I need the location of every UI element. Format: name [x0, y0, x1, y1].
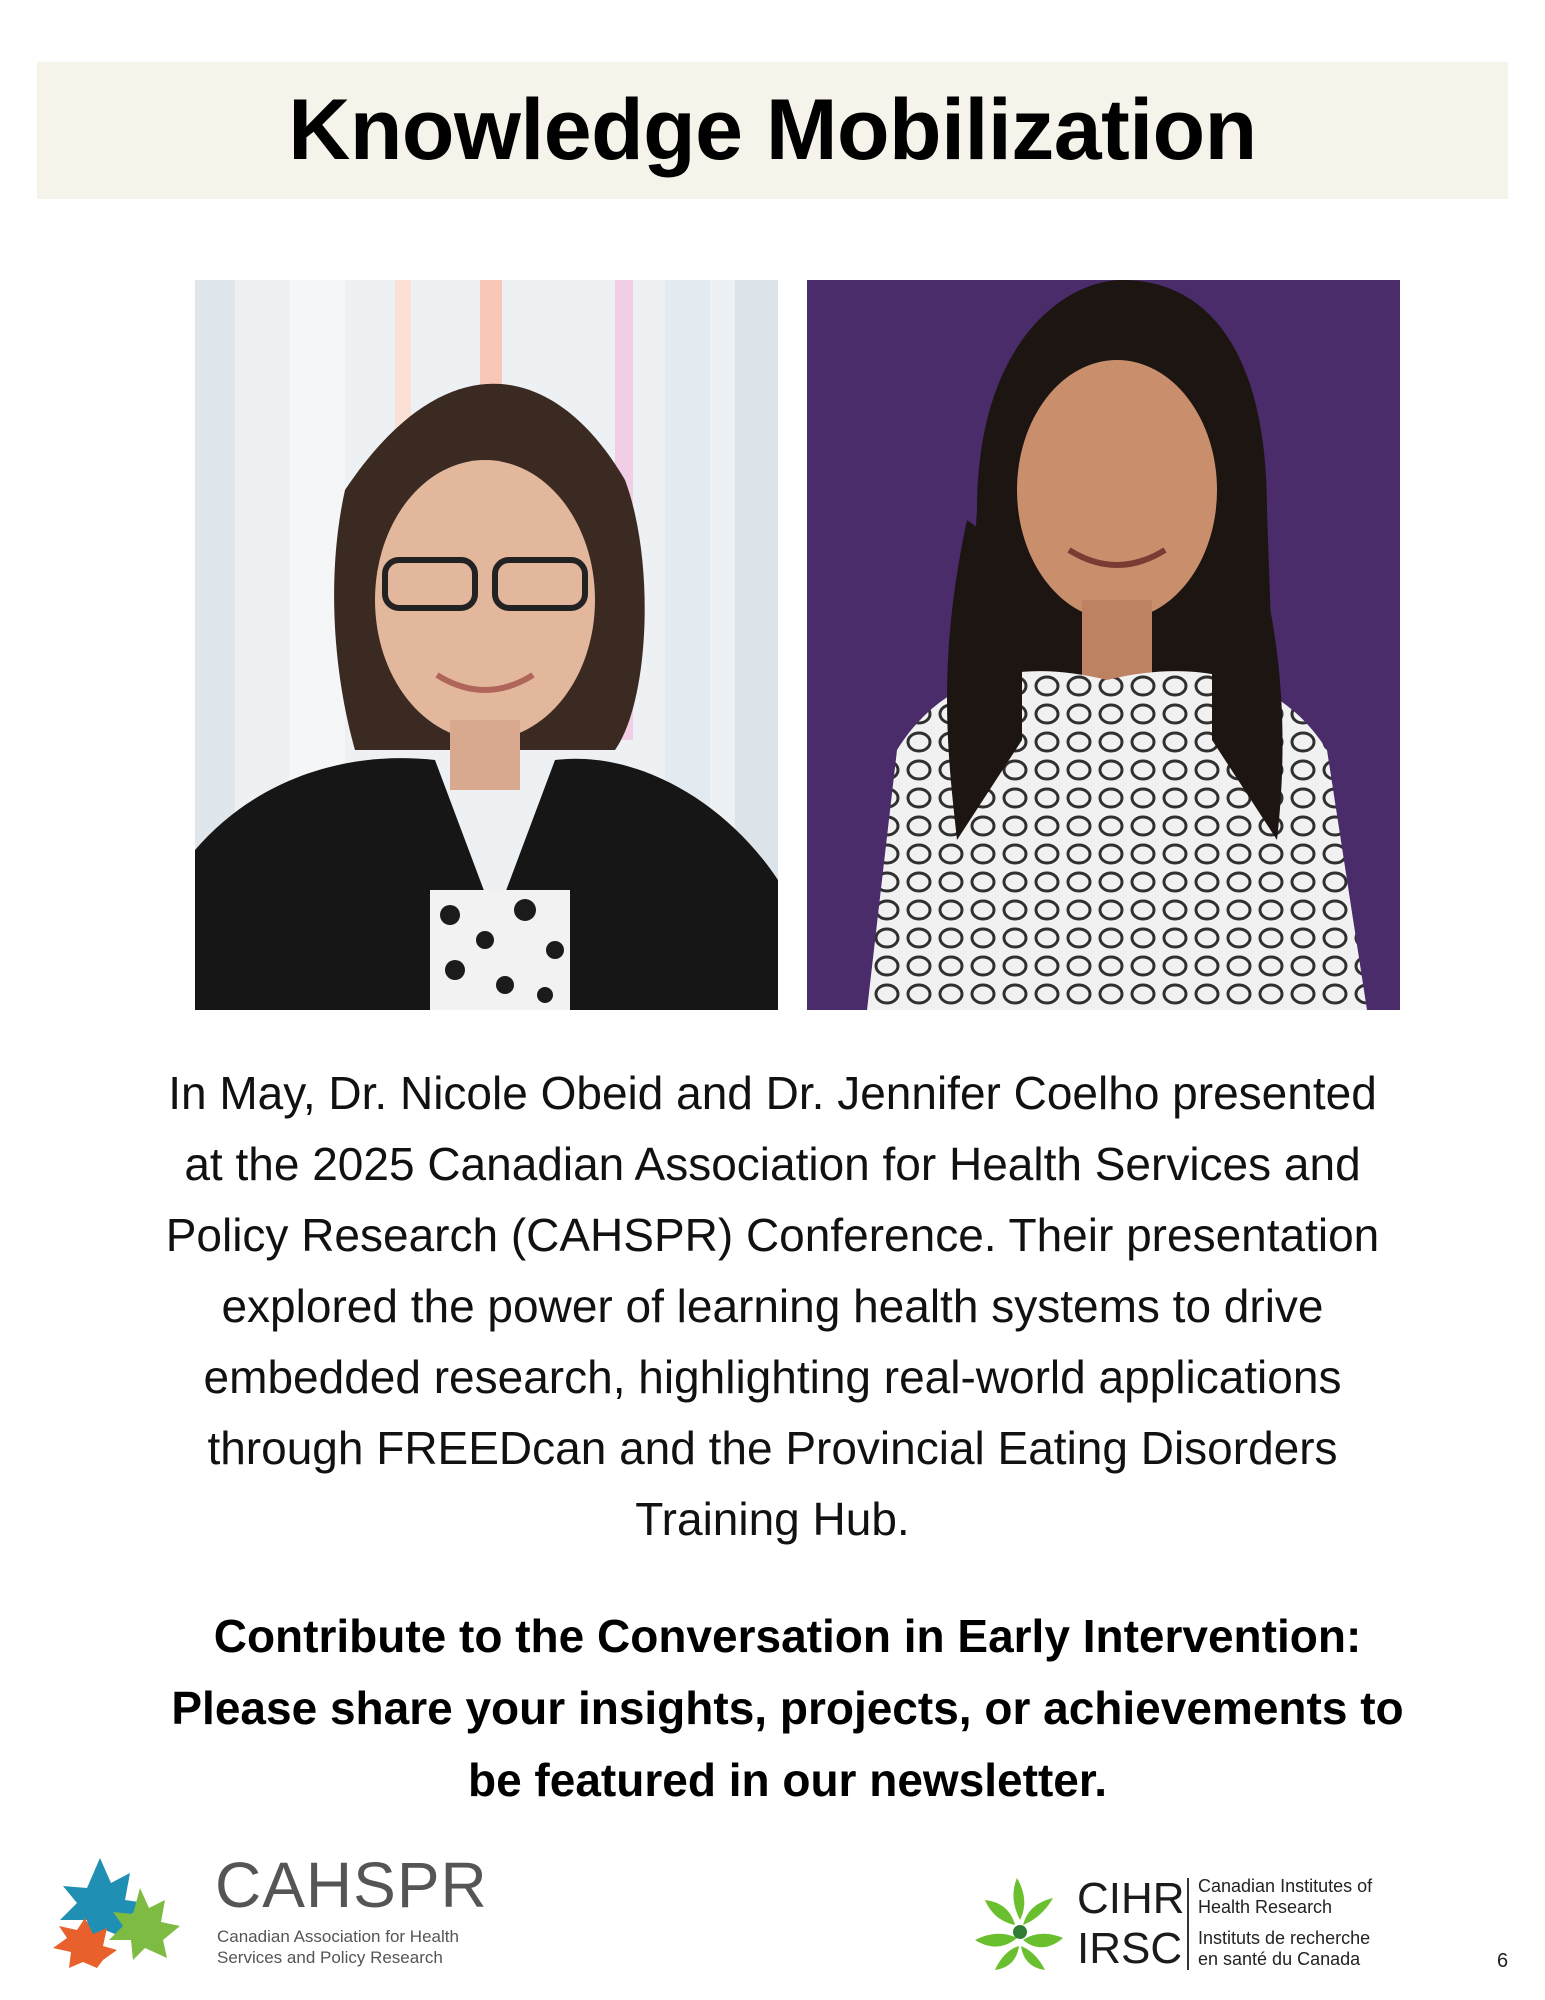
cahspr-subtitle	[217, 1926, 459, 1968]
cihr-french-name	[1198, 1928, 1370, 1970]
cihr-acronyms	[1077, 1874, 1185, 1974]
title-banner	[37, 62, 1508, 199]
cihr-name-line: Instituts de recherche	[1198, 1928, 1371, 1948]
article-line: at the 2025 Canadian Association for Health Services and	[184, 1138, 1361, 1190]
cihr-name-line: Health Research	[1198, 1897, 1333, 1917]
logo-divider	[1187, 1878, 1189, 1970]
cahspr-subtitle-line: Canadian Association for Health	[217, 1927, 459, 1946]
article-line: Training Hub.	[635, 1493, 910, 1545]
article-text	[90, 1058, 1455, 1555]
cta-line: be featured in our newsletter.	[467, 1754, 1108, 1806]
call-to-action	[110, 1600, 1465, 1816]
article-line: through FREEDcan and the Provincial Eating Disorders	[207, 1422, 1338, 1474]
cihr-acronym: CIHR	[1077, 1874, 1185, 1923]
cahspr-logo	[45, 1848, 525, 1968]
page-number: 6	[1497, 1950, 1509, 1972]
article-line: embedded research, highlighting real-world applications	[203, 1351, 1342, 1403]
article-line: In May, Dr. Nicole Obeid and Dr. Jennifer Coelho presented	[168, 1067, 1377, 1119]
article-line: Policy Research (CAHSPR) Conference. Their presentation	[165, 1209, 1380, 1261]
irsc-acronym: IRSC	[1077, 1924, 1183, 1973]
cihr-name-line: en santé du Canada	[1198, 1949, 1361, 1969]
cihr-name-line: Canadian Institutes of	[1198, 1876, 1373, 1896]
cahspr-subtitle-line: Services and Policy Research	[217, 1948, 443, 1967]
cta-line: Contribute to the Conversation in Early Intervention:	[213, 1610, 1362, 1662]
portrait-photo-left	[195, 280, 778, 1010]
cihr-logo	[965, 1870, 1435, 1980]
cihr-english-name	[1198, 1876, 1372, 1918]
page-title: Knowledge Mobilization	[288, 82, 1257, 178]
cihr-figures-icon	[965, 1870, 1075, 1980]
maple-leaves-icon	[45, 1848, 205, 1968]
portrait-photo-right	[807, 280, 1400, 1010]
article-line: explored the power of learning health systems to drive	[221, 1280, 1324, 1332]
cta-line: Please share your insights, projects, or achievements to	[171, 1682, 1404, 1734]
cahspr-name: CAHSPR	[215, 1849, 488, 1921]
